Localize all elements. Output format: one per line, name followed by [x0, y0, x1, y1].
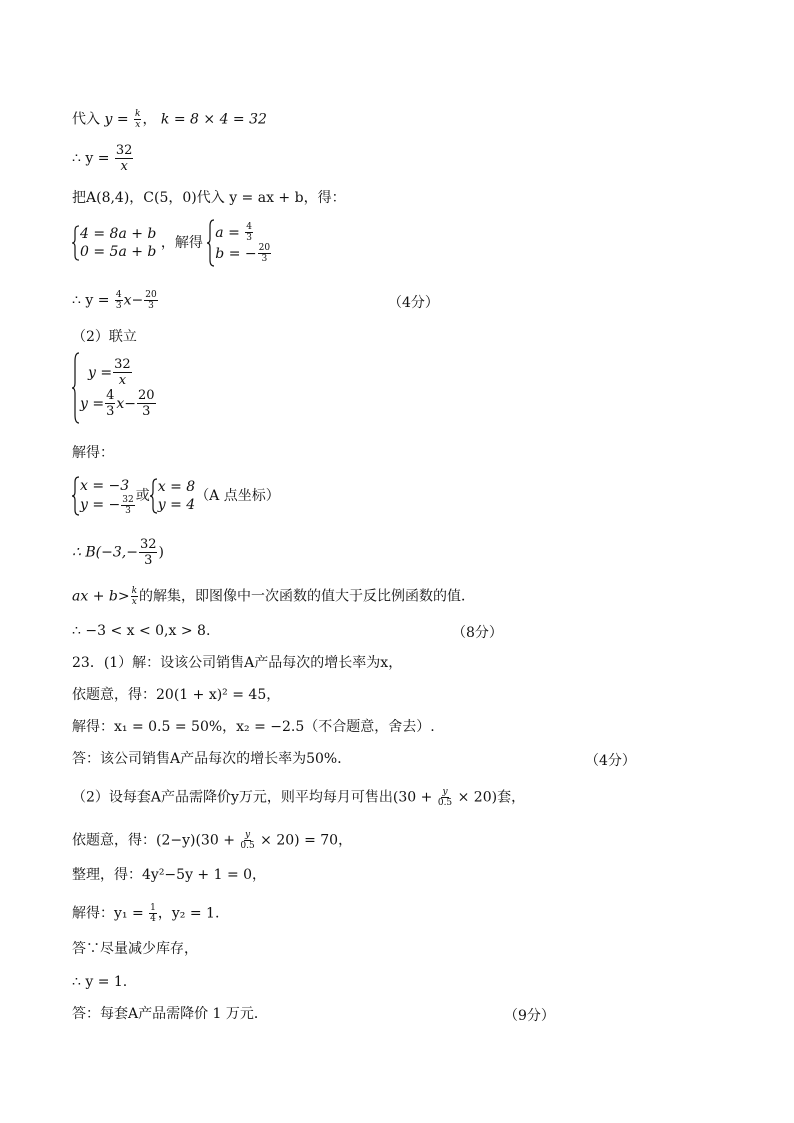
line-substitute-k: 代入 y = $\frac{k}{x}$ ， k = 8 × 4 = 32 [72, 109, 267, 130]
line-substitute-ac: 把A(8,4)，C(5，0)代入 y = ax + b，得： [72, 190, 346, 206]
score-4: （4分） [388, 295, 439, 311]
score-9: （9分） [504, 1008, 555, 1024]
score-4b: （4分） [585, 753, 636, 769]
line-reason: 答∵尽量减少库存， [72, 941, 198, 957]
line-part-2: （2）联立 [72, 329, 137, 345]
system-solution: a = $\frac{4}{3}$ b = − $\frac{20}{3}$ [207, 219, 272, 267]
line-growth-answer: 答：该公司销售A产品每次的增长率为50%． [72, 751, 352, 767]
line-y-equals-1: ∴ y = 1. [72, 974, 128, 990]
line-part2-setup: （2）设每套A产品需降价y万元，则平均每月可售出(30 + $\frac{y}{0.5}$ × 20)套， [72, 787, 526, 808]
score-8: （8分） [452, 625, 503, 641]
line-solution-set: ∴ −3 < x < 0,x > 8. [72, 623, 211, 639]
line-y-equals-32-over-x: ∴ y = $\frac{32}{x}$ [72, 143, 133, 174]
line-quadratic-solution: 解得：y₁ = $\frac{1}{4}$ ，y₂ = 1. [72, 903, 220, 924]
line-point-b: ∴ B(−3,− $\frac{32}{3}$ ) [72, 537, 164, 568]
line-growth-solution: 解得：x₁ = 0.5 = 50%，x₂ = −2.5（不合题意，舍去）. [72, 719, 435, 735]
system-equations: 4 = 8a + b 0 = 5a + b [72, 225, 156, 261]
line-final-answer: 答：每套A产品需降价 1 万元． [72, 1006, 268, 1022]
line-equation-growth: 依题意，得：20(1 + x)² = 45， [72, 687, 281, 703]
line-q23-part1: 23．(1）解：设该公司销售A产品每次的增长率为x， [72, 655, 403, 671]
line-quadratic: 整理，得：4y²−5y + 1 = 0， [72, 867, 267, 883]
line-part2-equation: 依题意，得：(2−y)(30 + $\frac{y}{0.5}$ × 20) = 70， [72, 830, 353, 851]
line-solve-label: 解得： [72, 445, 114, 461]
line-linear-result: ∴ y = $\frac{4}{3}$ x− $\frac{20}{3}$ [72, 290, 157, 311]
line-inequality-meaning: ax + b> $\frac{k}{x}$ 的解集，即图像中一次函数的值大于反比例函数的值． [72, 586, 476, 607]
line-linear-system: 4 = 8a + b 0 = 5a + b ，解得 a = $\frac{4}{3}$ b = − $\frac{20}{3}$ [72, 219, 272, 267]
line-joint-system: y = $\frac{32}{x}$ y = $\frac{4}{3}$ x− $\frac{20}{3}$ [72, 352, 157, 424]
line-solution-pairs: x = −3 y = − $\frac{32}{3}$ 或 x = 8 y = 4 （A 点坐标） [72, 476, 280, 516]
